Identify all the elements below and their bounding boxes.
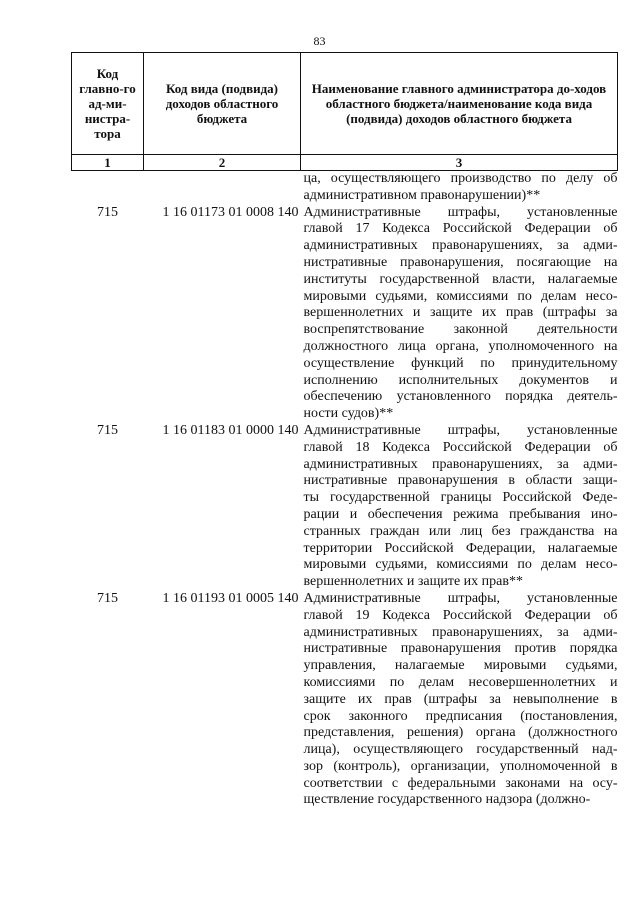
text-line: ты государственной границы Российской Феде- [303,490,618,506]
column-number-1: 1 [72,155,144,171]
text-line: ца, осуществляющего производство по делу об [303,171,618,186]
income-name-cell [301,205,618,423]
income-code-cell: 1 16 01173 01 0008 140 [162,204,299,220]
text-line: вершеннолетних и защите их прав (штрафы за [303,305,618,321]
text-line: административных правонарушениях, за адми- [303,456,618,472]
text-line: нистративные правонарушения, посягающие на [303,254,618,270]
table-row [72,423,618,591]
header-income-code: Код вида (подвида) доходов областного бюджета [144,53,301,155]
text-line: защите их прав (штрафы за невыполнение в [303,691,618,707]
table-row-continuation [72,171,618,205]
text-line: административных правонарушениях, за адми- [303,624,618,640]
text-line: Административные штрафы, установленные [303,590,618,606]
income-codes-table [71,52,618,809]
text-line: Административные штрафы, установленные [303,204,618,220]
table-header-row [72,53,618,155]
column-number-3: 3 [301,155,618,171]
admin-code-cell: 715 [97,204,118,220]
admin-code-cell: 715 [97,590,118,606]
header-admin-code: Код главно-го ад-ми-нистра-тора [72,53,144,155]
text-line: представления, решения) органа (должностного [303,725,618,741]
text-line: главой 17 Кодекса Российской Федерации об [303,221,618,237]
text-line: срок законного предписания (постановления, [303,708,618,724]
text-line: институты государственной власти, налагаемые [303,271,618,287]
text-line: исполнению исполнительных документов и [303,372,618,388]
text-line: управления, налагаемые мировыми судьями, [303,658,618,674]
text-line: зор (контроль), организации, уполномоченной в [303,758,618,774]
text-line: соответствии с федеральными законами на осу- [303,775,618,791]
text-line: должностного лица органа, уполномоченного на [303,338,618,354]
text-line: территории Российской Федерации, налагаемые [303,540,618,556]
continuation-text [301,171,618,205]
income-name-cell [301,423,618,591]
page-number: 83 [313,34,326,48]
income-code-cell: 1 16 01193 01 0005 140 [162,590,299,606]
text-line: лица), осуществляющего государственный над- [303,742,618,758]
text-line: рации и обеспечения режима пребывания ино- [303,506,618,522]
text-line: комиссиями по делам несовершеннолетних и [303,674,618,690]
income-name-cell [301,591,618,809]
text-line: Административные штрафы, установленные [303,422,618,438]
header-name: Наименование главного администратора до-ходов областного бюджета/наименование кода вида (подвида) доходов областного бюджета [301,53,618,155]
column-number-2: 2 [144,155,301,171]
text-line: мировыми судьями, комиссиями по делам несо- [303,557,618,573]
text-line: главой 18 Кодекса Российской Федерации об [303,439,618,455]
text-line: вершеннолетних и защите их прав** [303,574,523,590]
text-line: воспрепятствование законной деятельности [303,322,618,338]
text-line: нистративные правонарушения против порядка [303,641,618,657]
text-line: осуществление функций по принудительному [303,355,618,371]
text-line: странных граждан или лиц без гражданства на [303,523,618,539]
table-row [72,205,618,423]
text-line: административном правонарушении)** [303,187,541,203]
income-code-cell: 1 16 01183 01 0000 140 [162,422,299,438]
text-line: обеспечению установленного порядка деятель- [303,389,618,405]
column-number-row [72,155,618,171]
admin-code-cell: 715 [97,422,118,438]
text-line: ществление государственного надзора (должно- [303,792,591,808]
text-line: главой 19 Кодекса Российской Федерации об [303,607,618,623]
text-line: мировыми судьями, комиссиями по делам несо- [303,288,618,304]
text-line: нистративные правонарушения в области защи- [303,473,618,489]
table-row [72,591,618,809]
text-line: ности судов)** [303,406,394,422]
text-line: административных правонарушениях, за адми- [303,238,618,254]
